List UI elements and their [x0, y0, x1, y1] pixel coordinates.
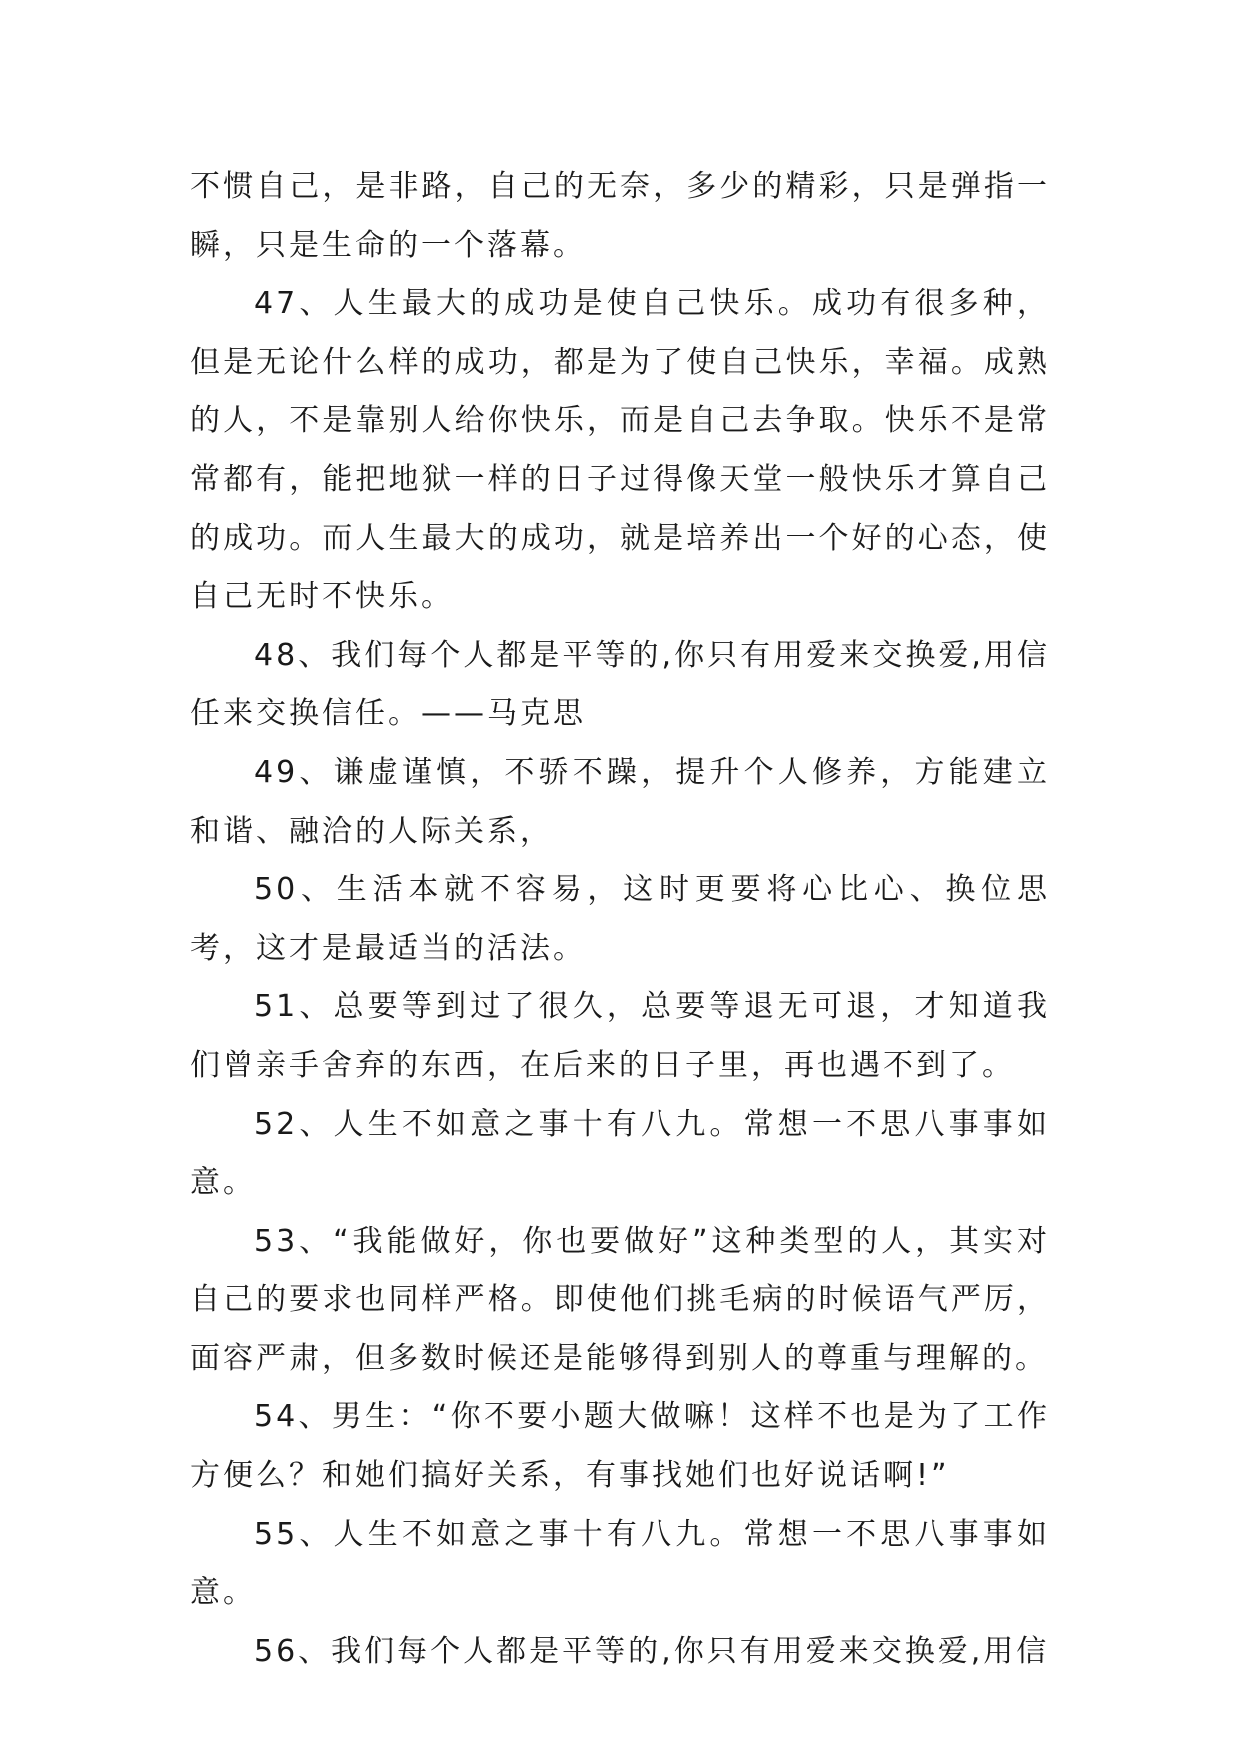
paragraph-50: 50、生活本就不容易，这时更要将心比心、换位思考，这才是最适当的活法。 [190, 872, 1050, 966]
paragraph-47: 47、人生最大的成功是使自己快乐。成功有很多种，但是无论什么样的成功，都是为了使自己快乐，幸福。成熟的人，不是靠别人给你快乐，而是自己去争取。快乐不是常常都有，能把地狱一样的日子过得像天堂一般快乐才算自己的成功。而人生最大的成功，就是培养出一个好的心态，使自己无时不快乐。 [190, 286, 1050, 615]
paragraph-55: 55、人生不如意之事十有八九。常想一不思八事事如意。 [190, 1516, 1050, 1611]
paragraph-51: 51、总要等到过了很久，总要等退无可退，才知道我们曾亲手舍弃的东西，在后来的日子里，再也遇不到了。 [190, 989, 1050, 1083]
paragraph-54: 54、男生：“你不要小题大做嘛！这样不也是为了工作方便么？和她们搞好关系，有事找她们也好说话啊!” [190, 1399, 1050, 1494]
paragraph-48: 48、我们每个人都是平等的,你只有用爱来交换爱,用信任来交换信任。——马克思 [190, 637, 1050, 732]
paragraph-53: 53、“我能做好，你也要做好”这种类型的人，其实对自己的要求也同样严格。即使他们挑毛病的时候语气严厉，面容严肃，但多数时候还是能够得到别人的尊重与理解的。 [190, 1223, 1050, 1376]
paragraph-56: 56、我们每个人都是平等的,你只有用爱来交换爱,用信 [254, 1633, 1050, 1669]
document-body [190, 158, 1050, 1681]
paragraph-continuation: 不惯自己，是非路，自己的无奈，多少的精彩，只是弹指一瞬，只是生命的一个落幕。 [190, 169, 1050, 263]
paragraph-52: 52、人生不如意之事十有八九。常想一不思八事事如意。 [190, 1106, 1050, 1201]
paragraph-49: 49、谦虚谨慎，不骄不躁，提升个人修养，方能建立和谐、融洽的人际关系， [190, 754, 1050, 849]
